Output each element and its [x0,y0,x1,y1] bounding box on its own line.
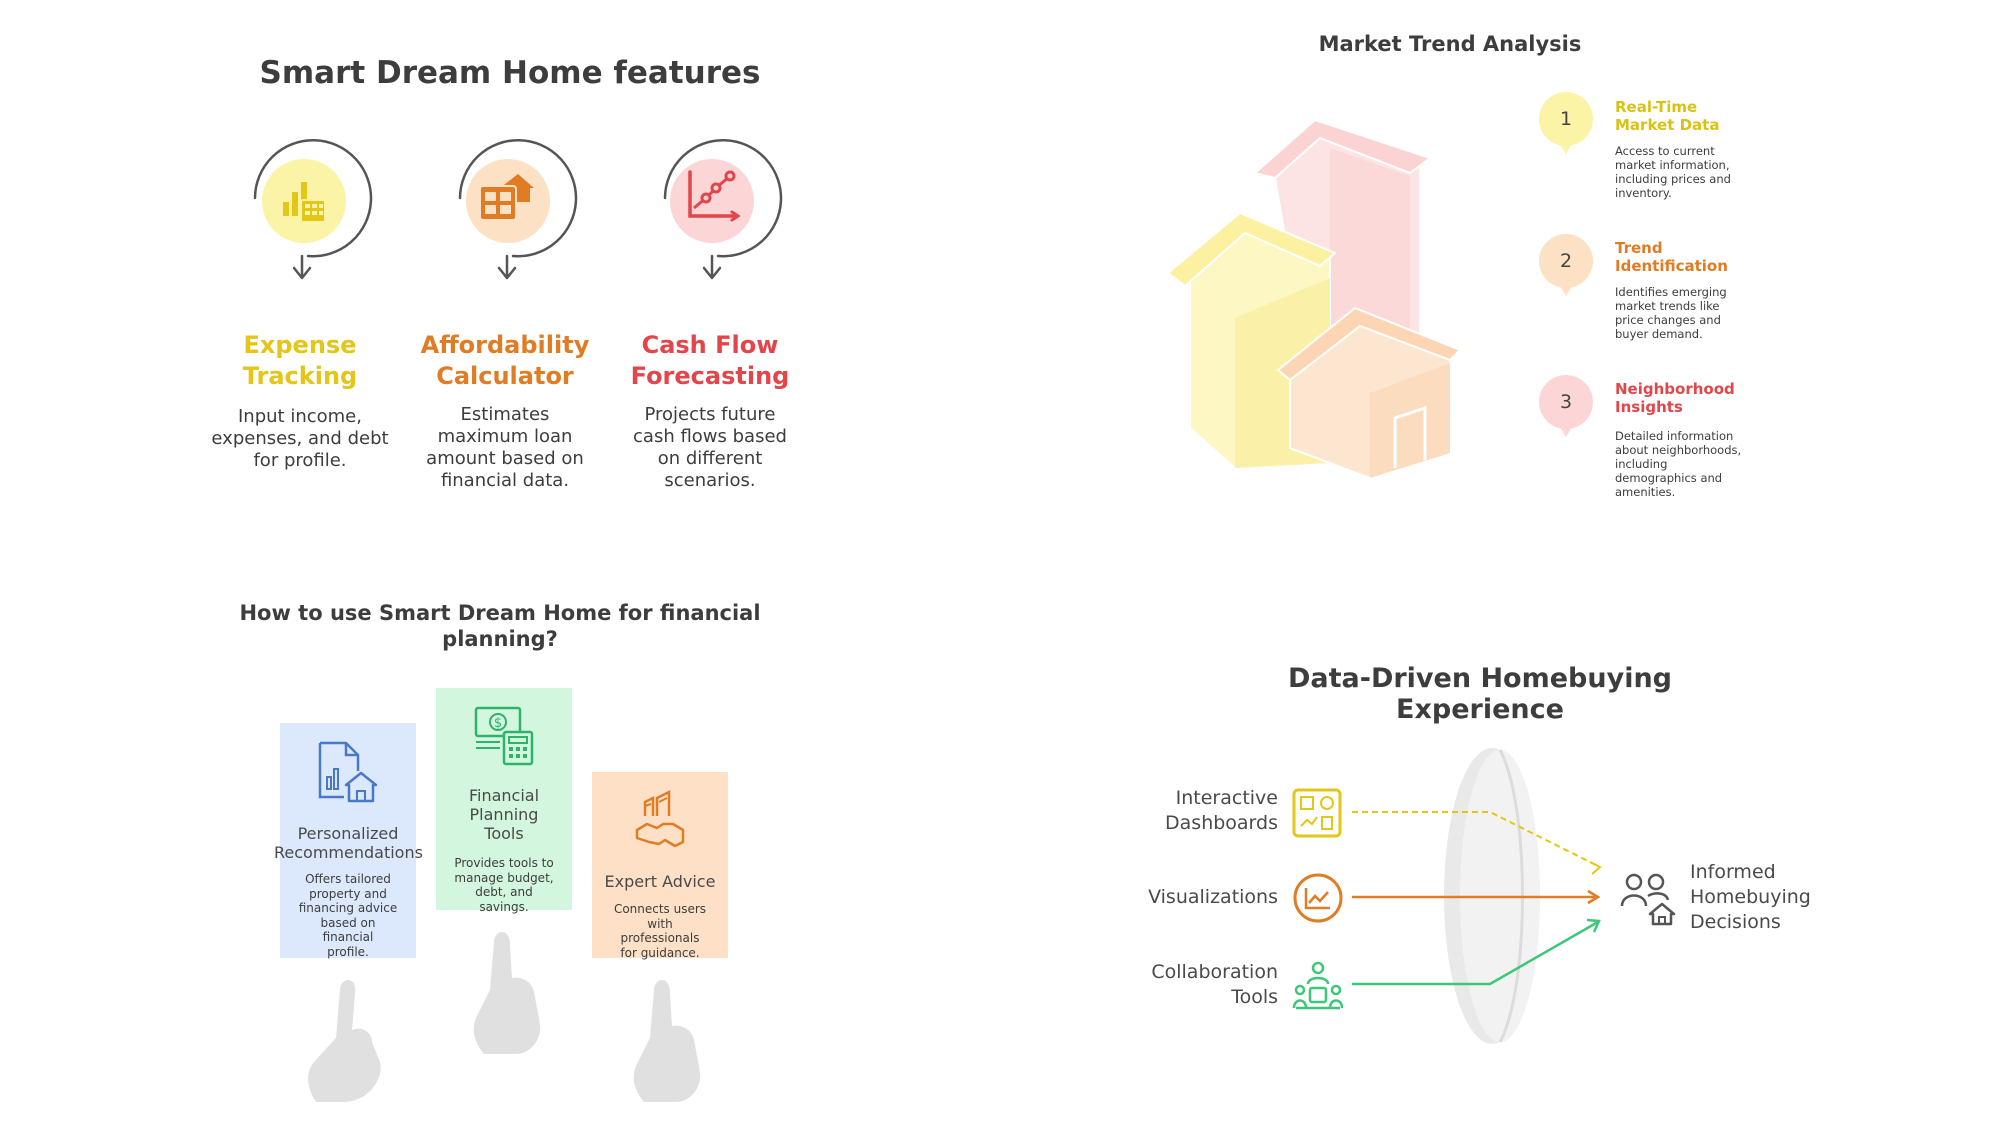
feature-cashflow-title: Cash Flow Forecasting [630,331,790,390]
dashboard-icon [1292,788,1342,838]
card-financial-planning-desc: Provides tools to manage budget, debt, and savings. [454,856,554,914]
feature-affordability-title: Affordability Calculator [420,331,590,390]
feature-expense-desc: Input income, expenses, and debt for profile. [211,406,389,471]
step-2-number: 2 [1539,234,1593,288]
step-2-title: Trend Identification [1615,239,1728,275]
feature-cashflow-desc: Projects future cash flows based on different scenarios. [633,404,787,491]
document-house-icon [318,741,378,803]
input-visualizations-label: Visualizations [1148,886,1278,908]
chart-line-icon [1292,872,1344,924]
step-3-desc: Detailed information about neighborhoods, including demographics and amenities. [1615,429,1742,499]
step-1-number: 1 [1539,92,1593,146]
card-financial-planning-tools [436,688,572,914]
feature-expense-title: Expense Tracking [242,331,358,390]
houses-illustration [1160,118,1480,478]
card-expert-advice [592,772,728,958]
card-personalized-recommendations [274,723,423,959]
line-graph-icon [686,168,740,222]
step-2-desc: Identifies emerging market trends like price changes and buyer demand. [1615,285,1727,341]
money-calculator-icon [474,706,534,766]
chart-calculator-icon [281,178,327,224]
input-collaboration-tools-label: Collaboration Tools [1151,961,1278,1008]
people-house-icon [1620,870,1676,926]
output-informed-decisions-label: Informed Homebuying Decisions [1690,861,1811,933]
step-3-title: Neighborhood Insights [1615,380,1735,416]
pointing-hand-icon [628,978,708,1108]
pointing-hand-icon [300,978,390,1108]
step-3-number: 3 [1539,375,1593,429]
features-title: Smart Dream Home features [259,55,761,91]
card-expert-advice-desc: Connects users with professionals for guidance. [613,902,707,960]
card-expert-advice-title: Expert Advice [604,872,716,891]
step-1-desc: Access to current market information, including prices and inventory. [1615,144,1731,200]
card-personalized-title: Personalized Recommendations [274,824,423,862]
team-icon [1292,960,1344,1012]
card-personalized-desc: Offers tailored property and financing advice based on financial profile. [298,872,398,959]
market-title: Market Trend Analysis [1318,32,1582,56]
pointing-hand-icon [468,930,548,1060]
input-interactive-dashboards-label: Interactive Dashboards [1165,787,1278,834]
flow-connectors [1340,790,1640,1010]
step-1-title: Real-Time Market Data [1615,98,1720,134]
svg-text:$: $ [493,716,503,731]
planning-title: How to use Smart Dream Home for financial planning? [239,601,761,651]
homebuying-title: Data-Driven Homebuying Experience [1287,663,1673,725]
feature-affordability-desc: Estimates maximum loan amount based on financial data. [426,404,584,491]
card-financial-planning-title: Financial Planning Tools [468,786,540,843]
handshake-icon [635,790,685,850]
calculator-house-icon [478,172,534,222]
